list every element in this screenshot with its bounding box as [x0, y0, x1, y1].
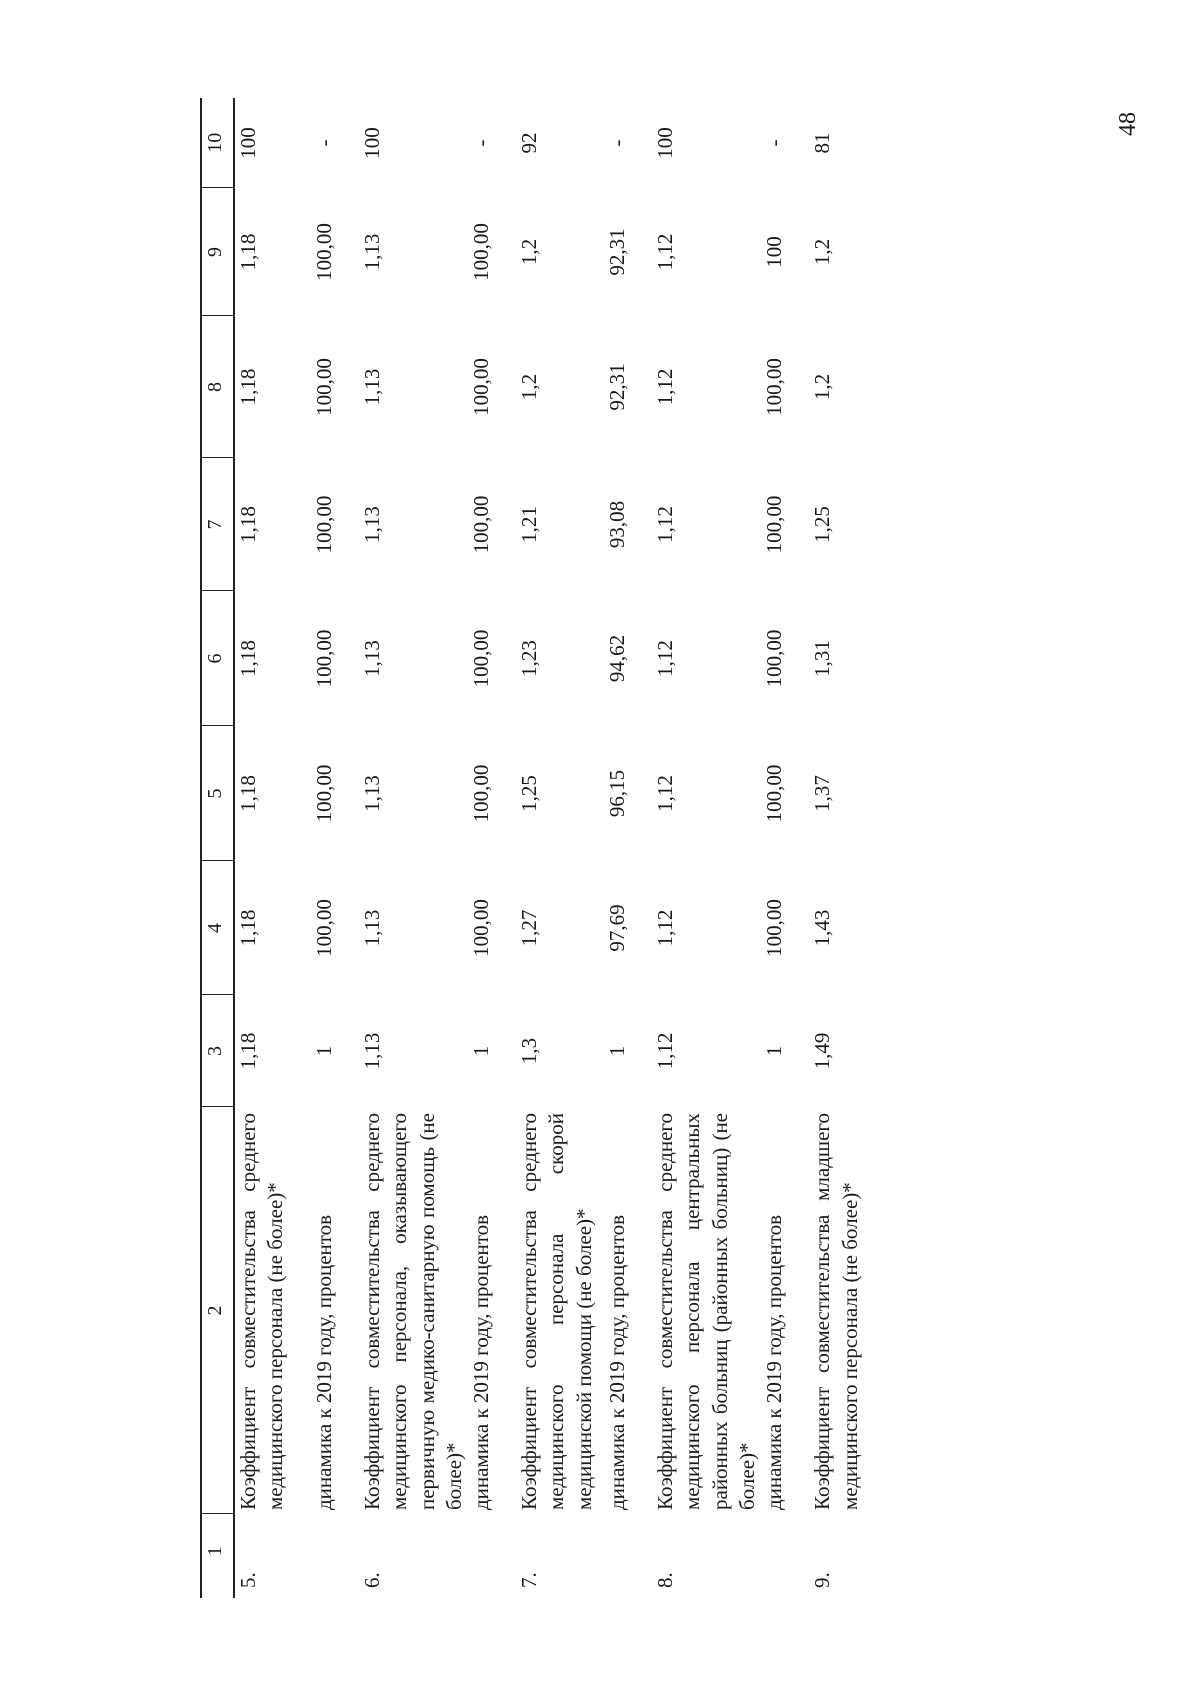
table-row	[234, 98, 311, 1598]
table-cell: 97,69	[605, 904, 630, 952]
table-cell: 100,00	[469, 495, 494, 554]
row-description: динамика к 2019 году, процентов	[312, 1214, 336, 1510]
table-cell: 1,12	[653, 1032, 678, 1070]
table-cell: 1,18	[236, 506, 260, 543]
table-cell: 1,18	[236, 233, 260, 271]
table-cell: 1,2	[517, 373, 542, 401]
table-cell: 1,2	[517, 238, 542, 266]
table-cell: 100,00	[762, 358, 787, 416]
row-number: 7.	[517, 1572, 542, 1588]
column-header: 3	[201, 995, 234, 1107]
table-cell: 1,25	[517, 775, 542, 812]
row-number	[468, 1514, 516, 1598]
table-cell: 100,00	[469, 629, 494, 688]
table-cell: 100	[653, 127, 678, 159]
table-cell: 100,00	[469, 358, 494, 416]
row-description: динамика к 2019 году, процентов	[469, 1214, 494, 1510]
table-cell: 1,2	[810, 373, 835, 401]
indicator-table	[200, 98, 869, 1598]
table-cell: 100,00	[312, 223, 336, 281]
table-cell: 1,43	[810, 909, 835, 947]
column-number-header-row	[201, 98, 234, 1598]
row-number: 8.	[653, 1572, 678, 1588]
row-number: 9.	[810, 1572, 835, 1588]
table-cell: -	[469, 139, 494, 147]
row-number	[761, 1514, 809, 1598]
table-cell: 1,13	[360, 775, 384, 812]
table-cell: 1,13	[360, 909, 384, 947]
table-cell: 1,12	[653, 909, 678, 947]
column-header: 7	[201, 458, 234, 591]
column-header: 6	[201, 591, 234, 726]
row-description: Коэффициент совместительства среднего медицинского персонала (не более)*	[236, 1113, 288, 1510]
table-cell: 92,31	[605, 363, 630, 411]
table-cell: 100	[762, 236, 787, 268]
table-cell: 1,3	[517, 1037, 542, 1065]
table-cell: 93,08	[605, 500, 630, 549]
row-description: Коэффициент совместительства младшего медицинского персонала (не более)*	[810, 1113, 862, 1510]
table-cell: 1,12	[653, 506, 678, 543]
table-cell: 1,18	[236, 1032, 260, 1070]
table-cell: 1,18	[236, 775, 260, 812]
table-cell: 1	[762, 1045, 787, 1057]
table-cell: -	[312, 139, 336, 147]
table-cell: 1,2	[810, 238, 835, 266]
table-cell: 1,12	[653, 368, 678, 406]
table-cell: 92,31	[605, 228, 630, 276]
row-description: Коэффициент совместительства среднего медицинского персонала скорой медицинской помощи (не более)*	[517, 1113, 596, 1510]
column-header: 8	[201, 316, 234, 458]
table-cell: 1	[312, 1045, 336, 1057]
column-header: 1	[201, 1514, 234, 1598]
table-row	[604, 98, 652, 1598]
table-cell: 81	[810, 132, 835, 154]
table-row	[652, 98, 761, 1598]
table-cell: 1,12	[653, 233, 678, 271]
table-cell: 1,13	[360, 506, 384, 543]
table-cell: 1,27	[517, 909, 542, 947]
table-cell: 1,25	[810, 506, 835, 543]
table-cell: 100,00	[312, 629, 336, 688]
table-cell: 1,49	[810, 1032, 835, 1070]
table-cell: 1,18	[236, 368, 260, 406]
row-number: 6.	[360, 1572, 384, 1588]
table-cell: 100,00	[312, 495, 336, 554]
table-cell: 100,00	[762, 629, 787, 688]
row-description: Коэффициент совместительства среднего медицинского персонала, оказывающего первичную медико-санитарную помощь (не более)*	[360, 1113, 466, 1510]
table-cell: 94,62	[605, 634, 630, 683]
column-header: 2	[201, 1107, 234, 1514]
table-row	[761, 98, 809, 1598]
column-header: 10	[201, 98, 234, 188]
row-description: Коэффициент совместительства среднего медицинского персонала центральных районных больниц (районных больниц) (не более)*	[653, 1113, 760, 1510]
table-cell: 1,23	[517, 640, 542, 677]
table-cell: 1	[469, 1045, 494, 1057]
table-cell: 100,00	[312, 358, 336, 416]
table-cell: 1,12	[653, 640, 678, 677]
table-row	[468, 98, 516, 1598]
row-number: 5.	[236, 1572, 260, 1588]
row-number	[604, 1514, 652, 1598]
table-cell: 1,37	[810, 775, 835, 812]
table-cell: 1,18	[236, 909, 260, 947]
table-cell: 1,13	[360, 640, 384, 677]
row-number	[311, 1514, 359, 1598]
table-cell: 1,13	[360, 368, 384, 406]
table-cell: 1,21	[517, 506, 542, 543]
table-cell: 1,13	[360, 1032, 384, 1070]
table-cell: 100	[236, 127, 260, 159]
column-header: 5	[201, 726, 234, 861]
table-row	[311, 98, 359, 1598]
table-cell: 100,00	[762, 495, 787, 554]
table-cell: 1,13	[360, 233, 384, 271]
table-row	[359, 98, 468, 1598]
table-cell: -	[762, 139, 787, 147]
table-cell: 92	[517, 132, 542, 154]
table-cell: 100,00	[762, 899, 787, 957]
table-cell: -	[605, 139, 630, 147]
table-cell: 100,00	[312, 764, 336, 823]
table-row	[809, 98, 869, 1598]
table-row	[516, 98, 604, 1598]
rotated-table-frame	[200, 98, 1000, 1598]
table-cell: 100,00	[469, 764, 494, 823]
table-cell: 1,18	[236, 640, 260, 677]
table-cell: 100,00	[469, 223, 494, 281]
table-cell: 100,00	[762, 764, 787, 823]
table-cell: 1,31	[810, 640, 835, 677]
column-header: 9	[201, 188, 234, 316]
table-cell: 100	[360, 127, 384, 159]
table-cell: 100,00	[312, 899, 336, 957]
column-header: 4	[201, 861, 234, 995]
table-cell: 96,15	[605, 769, 630, 818]
row-description: динамика к 2019 году, процентов	[762, 1214, 787, 1510]
row-description: динамика к 2019 году, процентов	[605, 1214, 630, 1510]
table-cell: 1	[605, 1045, 630, 1057]
table-cell: 100,00	[469, 899, 494, 957]
table-cell: 1,12	[653, 775, 678, 812]
page-number: 48	[1115, 112, 1141, 136]
